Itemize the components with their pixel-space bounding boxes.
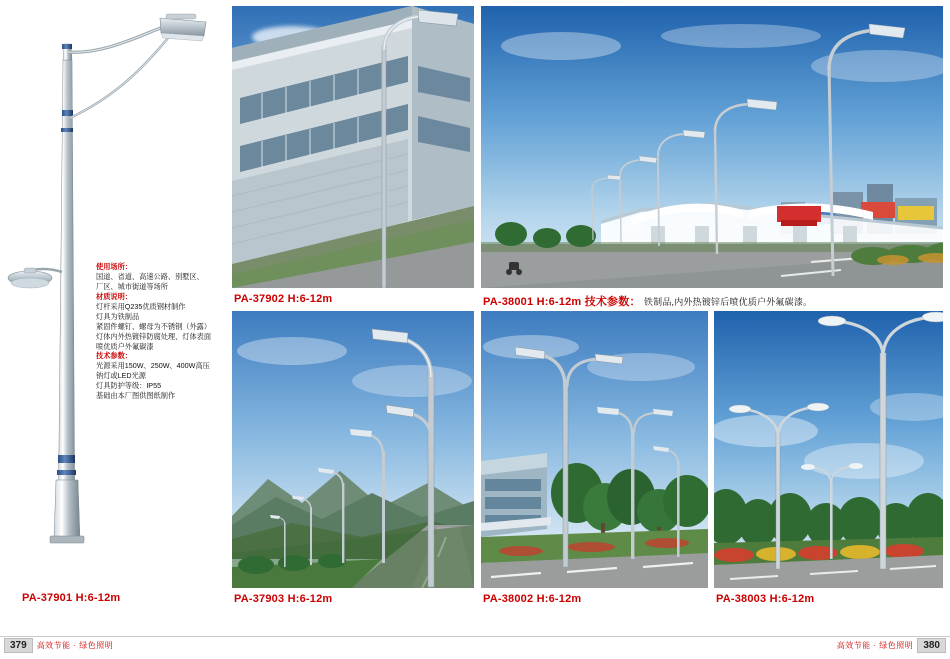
footer-note-right: 高效节能 · 绿色照明 bbox=[836, 641, 914, 650]
spec-section2-line-1: 灯具为铁制品 bbox=[96, 311, 140, 321]
spec-section3-line-0: 光源采用150W、250W、400W高压 bbox=[96, 361, 210, 371]
caption-pa-37901: PA-37901 H:6-12m bbox=[22, 592, 121, 604]
spec-section3-line-1: 钠灯或LED光源 bbox=[96, 371, 146, 381]
spec-section3-title: 技术参数： bbox=[96, 351, 132, 361]
spec-section1-line-0: 国道、省道、高速公路、别墅区、 bbox=[96, 271, 204, 281]
spec-section2-line-0: 灯杆采用Q235优质钢材制作 bbox=[96, 301, 186, 311]
footer-right bbox=[837, 638, 946, 653]
spec-section2-line-2: 紧固件螺钉、螺母为不锈钢（外露） bbox=[96, 321, 212, 331]
photo-pa-38001 bbox=[481, 6, 943, 288]
photo-pa-37903 bbox=[232, 311, 474, 588]
spec-section3-line-2: 灯具防护等级：IP55 bbox=[96, 381, 162, 391]
spec-section1-line-1: 厂区、城市街道等场所 bbox=[96, 281, 168, 291]
footer-note-left: 高效节能 · 绿色照明 bbox=[36, 641, 114, 650]
footer-left bbox=[4, 638, 113, 653]
photo-pa-38002 bbox=[481, 311, 708, 588]
photo-pa-38003 bbox=[714, 311, 943, 588]
caption-pa-38001-tech-label: 技术参数： bbox=[584, 296, 641, 308]
page-number-right: 380 bbox=[917, 638, 946, 653]
spec-section3-line-3: 基础由本厂图供图纸制作 bbox=[96, 391, 176, 401]
caption-pa-38001 bbox=[483, 293, 812, 309]
caption-pa-38002: PA-38002 H:6-12m bbox=[483, 593, 582, 605]
caption-pa-38003: PA-38003 H:6-12m bbox=[716, 593, 815, 605]
caption-pa-38001-tech-text: 铁制品,内外热镀锌后喷优质户外氟碳漆。 bbox=[643, 297, 813, 307]
footer-divider bbox=[0, 636, 950, 637]
caption-pa-37903: PA-37903 H:6-12m bbox=[234, 593, 333, 605]
caption-pa-38001-text: PA-38001 H:6-12m bbox=[483, 296, 582, 308]
spec-section2-line-4: 喷优质户外氟碳漆 bbox=[96, 341, 154, 351]
spec-section1-title: 使用场所： bbox=[96, 262, 132, 271]
photo-pa-37902 bbox=[232, 6, 474, 288]
caption-pa-37902: PA-37902 H:6-12m bbox=[234, 293, 333, 305]
spec-section2-line-3: 灯体内外热镀锌防腐处理、灯体表面 bbox=[96, 331, 212, 341]
specification-text bbox=[96, 262, 224, 401]
page-number-left: 379 bbox=[4, 638, 33, 653]
spec-section2-title: 材质说明： bbox=[96, 291, 132, 301]
